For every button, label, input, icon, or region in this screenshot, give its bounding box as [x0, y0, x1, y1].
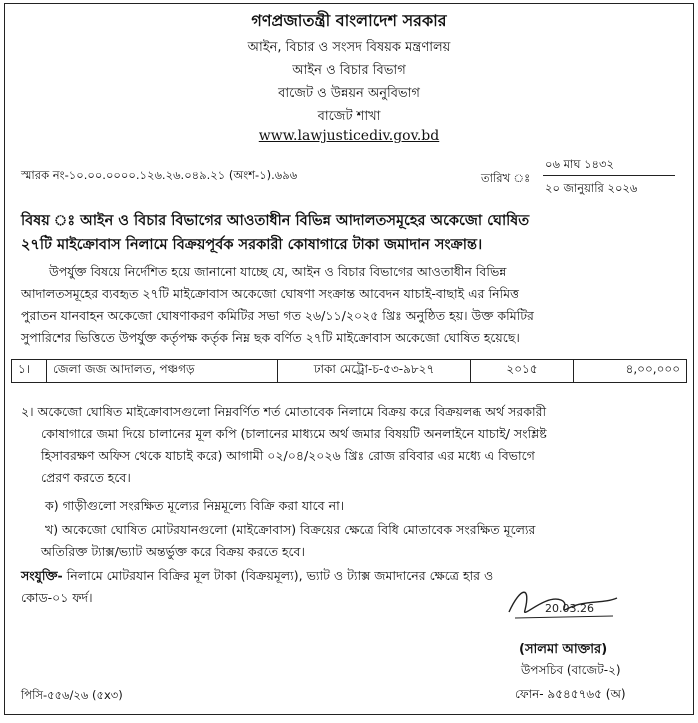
website-link[interactable]: www.lawjusticediv.gov.bd [258, 128, 440, 144]
paragraph-2-line: কোষাগারে জমা দিয়ে চালানের মূল কপি (চালানের মাধ্যমে অর্থ জমার বিষয়টি অনলাইনে যাচাই/ সংশ্লিষ্ট [41, 426, 547, 441]
paragraph-2-line: প্রেরণ করতে হবে। [41, 470, 131, 485]
wing-name: বাজেট ও উন্নয়ন অনুবিভাগ [278, 86, 420, 101]
government-title: গণপ্রজাতন্ত্রী বাংলাদেশ সরকার [251, 11, 447, 30]
paragraph-2-line: ২। অকেজো ঘোষিত মাইক্রোবাসগুলো নিম্নবর্ণিত শর্ত মোতাবেক নিলামে বিক্রয় করে বিক্রয়লব্ধ অর্থ সরকারী [21, 404, 547, 419]
condition-kha-line: খ) অকেজো ঘোষিত মোটরযানগুলো (মাইক্রোবাস) বিক্রয়ের ক্ষেত্রে বিধি মোতাবেক সংরক্ষিত মূল্যের [45, 522, 536, 537]
paragraph-1-line: পুরাতন যানবাহন অকেজো ঘোষণাকরণ কমিটির সভা গত ২৬/১১/২০২৫ খ্রিঃ অনুষ্ঠিত হয়। উক্ত কমিটির [21, 308, 534, 323]
enclosure-label: সংযুক্তি- [21, 568, 63, 583]
signatory-designation: উপসচিব (বাজেট-২) [521, 663, 621, 677]
condition-ka: ক) গাড়ীগুলো সংরক্ষিত মূল্যের নিম্নমূল্যে বিক্রি করা যাবে না। [45, 498, 345, 513]
division-name: আইন ও বিচার বিভাগ [292, 63, 406, 78]
signature-icon [505, 582, 625, 624]
signatory-name: (সালমা আক্তার) [519, 642, 608, 657]
signature-scrawl [505, 582, 625, 628]
court-cell: জেলা জজ আদালত, পঞ্চগড় [47, 360, 278, 383]
pc-number: পিসি-৫৫৬/২৬ (৫x৩) [21, 688, 123, 702]
serial-cell: ১। [12, 360, 47, 383]
paragraph-1-line: উপর্যুক্ত বিষয়ে নির্দেশিত হয়ে জানানো যাচ্ছে যে, আইন ও বিচার বিভাগের আওতাধীন বিভিন্ন [49, 264, 507, 279]
paragraph-1-line: সুপারিশের ভিত্তিতে উপর্যুক্ত কর্তৃপক্ষ কর্তৃক নিম্ন ছক বর্ণিত ২৭টি মাইক্রোবাস অকেজো ঘোষিত হয়েছে। [21, 330, 520, 345]
signature-date: 20.03.26 [545, 602, 594, 615]
year-cell: ২০১৫ [471, 360, 574, 383]
date-divider [543, 175, 675, 176]
memo-reference: স্মারক নং-১০.০০.০০০০.১২৬.২৬.০৪৯.২১ (অংশ-১).৬৯৬ [21, 168, 298, 182]
paragraph-1-line: আদালতসমূহের ব্যবহৃত ২৭টি মাইক্রোবাস অকেজো ঘোষণা সংক্রান্ত আবেদন যাচাই-বাছাই এর নিমিত্ত [21, 286, 519, 301]
price-cell: ৪,০০,০০০ [574, 360, 687, 383]
vehicle-table [11, 359, 687, 383]
signatory-phone: ফোন- ৯৫৪৫৭৬৫ (অ) [515, 687, 626, 701]
subject-line-1: বিষয় ঃ আইন ও বিচার বিভাগের আওতাধীন বিভিন্ন আদালতসমূহের অকেজো ঘোষিত [21, 213, 530, 229]
table-row [12, 360, 687, 383]
branch-name: বাজেট শাখা [317, 109, 381, 124]
memo-page [4, 3, 694, 715]
enclosure-text: নিলামে মোটরযান বিক্রির মূল টাকা (বিক্রয়মূল্য), ভ্যাট ও ট্যাক্স জমাদানের ক্ষেত্রে হার ও [62, 568, 494, 583]
date-gregorian: ২০ জানুয়ারি ২০২৬ [545, 181, 638, 195]
registration-cell: ঢাকা মেট্রো-চ-৫৩-৯৮২৭ [278, 360, 471, 383]
subject-line-2: ২৭টি মাইক্রোবাস নিলামে বিক্রয়পূর্বক সরকারী কোষাগারে টাকা জমাদান সংক্রান্ত। [21, 237, 483, 253]
date-bangla: ০৬ মাঘ ১৪৩২ [545, 157, 614, 171]
ministry-name: আইন, বিচার ও সংসদ বিষয়ক মন্ত্রণালয় [247, 40, 451, 55]
enclosure-line: কোড-০১ ফর্দ। [21, 590, 93, 605]
date-label: তারিখ ঃ [481, 171, 531, 185]
paragraph-2-line: হিসাবরক্ষণ অফিস থেকে যাচাই করে) আগামী ০২/০৪/২০২৬ খ্রিঃ রোজ রবিবার এর মধ্যে এ বিভাগে [41, 448, 535, 463]
condition-kha-line: অতিরিক্ত ট্যাক্স/ভ্যাট অন্তর্ভুক্ত করে বিক্রয় করতে হবে। [41, 544, 305, 559]
